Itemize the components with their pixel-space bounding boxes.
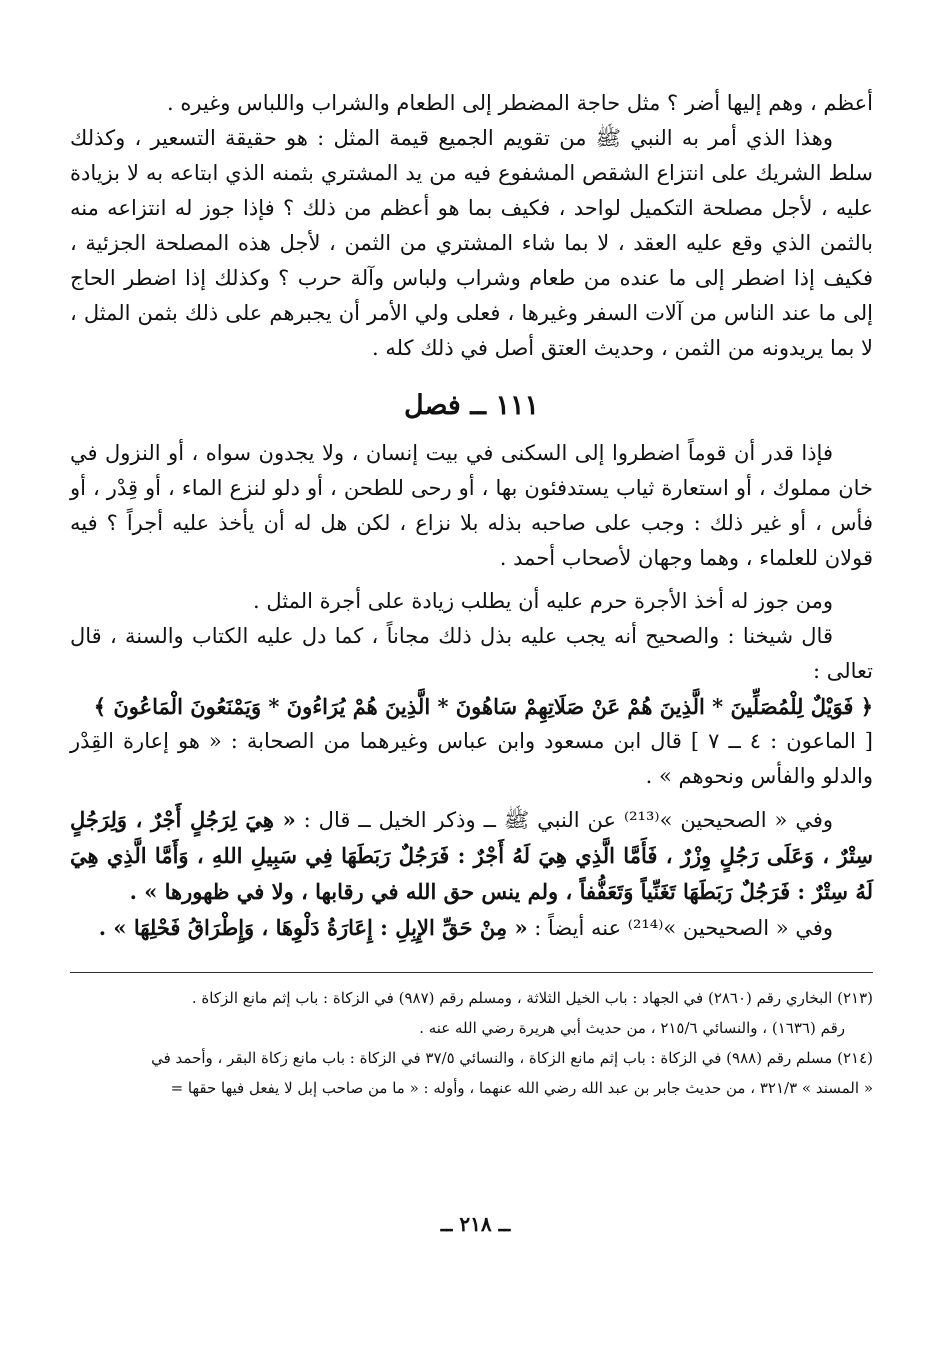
paragraph-top-2: وهذا الذي أمر به النبي ﷺ من تقويم الجميع قيمة المثل : هو حقيقة التسعير ، وكذلك سلط الشريك على انتزاع الشقص المشفوع فيه من يد المشتري بثمنه الذي ابتاعه به لا بزيادة عليه ، لأجل مصلحة التكميل لواحد ، فكيف بما هو أعظم من ذلك ؟ فإذا جوز له انتزاعه منه بالثمن الذي وقع عليه العقد ، لا بما شاء المشتري من الثمن ، لأجل هذه المصلحة الجزئية ، فكيف إذا اضطر إلى ما عنده من طعام وشراب ولباس وآلة حرب ؟ وكذلك إذا اضطر الحاج إلى ما عند الناس من آلات السفر وغيرها ، فعلى ولي الأمر أن يجبرهم على ذلك بثمن المثل ، لا بما يريدونه من الثمن ، وحديث العتق أصل في ذلك كله . — [70, 126, 873, 360]
section-title: ١١١ ــ فصل — [404, 390, 539, 421]
paragraph-top-1: أعظم ، وهم إليها أضر ؟ مثل حاجة المضطر إلى الطعام والشراب واللباس وغيره . — [167, 91, 873, 115]
footnotes — [70, 983, 873, 1103]
footnote-214-line-1: (٢١٤) مسلم رقم (٩٨٨) في الزكاة : باب إثم مانع الزكاة ، والنسائي ٣٧/٥ في الزكاة : باب مانع زكاة البقر ، وأحمد في — [151, 1049, 873, 1067]
quran-verse: ﴿ فَوَيْلٌ لِلْمُصَلِّينَ * الَّذِينَ هُمْ عَنْ صَلَاتِهِمْ سَاهُونَ * الَّذِينَ هُمْ يُرَاءُونَ * وَيَمْنَعُونَ الْمَاعُونَ ﴾ — [93, 694, 873, 719]
main-text — [70, 86, 873, 946]
hadith-2 — [70, 910, 873, 946]
hadith-2-text: « مِنْ حَقِّ الإِبِلِ : إِعَارَةُ دَلْوِهَا ، وَإِطْرَاقُ فَحْلِهَا » . — [98, 915, 528, 940]
section-paragraph-2: ومن جوز له أخذ الأجرة حرم عليه أن يطلب زيادة على أجرة المثل . — [253, 589, 833, 613]
footnote-213-line-1: (٢١٣) البخاري رقم (٢٨٦٠) في الجهاد : باب الخيل الثلاثة ، ومسلم رقم (٩٨٧) في الزكاة : باب إثم مانع الزكاة . — [191, 989, 873, 1007]
hadith-1-intro: وفي « الصحيحين »⁽²¹³⁾ عن النبي ﷺ ــ وذكر الخيل ــ قال : — [303, 808, 834, 832]
hadith-1 — [70, 802, 873, 910]
footnote-214-line-2: « المسند » ٣٢١/٣ ، من حديث جابر بن عبد الله رضي الله عنهما ، وأوله : « ما من صاحب إبل لا يفعل فيها حقها = — [170, 1079, 873, 1097]
page-number: ــ ٢١٨ ــ — [440, 1212, 511, 1236]
hadith-2-intro: وفي « الصحيحين »⁽²¹⁴⁾ عنه أيضاً : — [534, 916, 833, 940]
section-paragraph-1: فإذا قدر أن قوماً اضطروا إلى السكنى في بيت إنسان ، ولا يجدون سواه ، أو النزول في خان مملوك ، أو استعارة ثياب يستدفئون بها ، أو رحى للطحن ، أو دلو لنزع الماء ، أو قِدْر ، أو فأس ، أو غير ذلك : وجب على صاحبه بذله بلا نزاع ، لكن هل له أن يأخذ عليه أجراً ؟ فيه قولان للعلماء ، وهما وجهان لأصحاب أحمد . — [70, 441, 873, 570]
verse-commentary: [ الماعون : ٤ ــ ٧ ] قال ابن مسعود وابن عباس وغيرهما من الصحابة : « هو إعارة القِدْر والدلو والفأس ونحوهم » . — [70, 729, 874, 788]
shaykh-intro: قال شيخنا : والصحيح أنه يجب عليه بذل ذلك مجاناً ، كما دل عليه الكتاب والسنة ، قال تعالى : — [70, 624, 873, 683]
footnote-divider — [70, 972, 873, 973]
footnote-213-line-2: رقم (١٦٣٦) ، والنسائي ٢١٥/٦ ، من حديث أبي هريرة رضي الله عنه . — [419, 1019, 845, 1037]
hadith-1-text: « هِيَ لِرَجُلٍ أَجْرٌ ، وَلِرَجُلٍ سِتْرٌ ، وَعَلَى رَجُلٍ وِزْرٌ ، فَأَمَّا الَّذِي هِيَ لَهُ أَجْرٌ : فَرَجُلٌ رَبَطَهَا فِي سَبِيلِ اللهِ ، وَأَمَّا الَّذِي هِيَ لَهُ سِتْرٌ : فَرَجُلٌ رَبَطَهَا تَغَنِّياً وَتَعَفُّفاً ، ولم ينس حق الله في رقابها ، ولا في ظهورها » . — [70, 807, 873, 904]
